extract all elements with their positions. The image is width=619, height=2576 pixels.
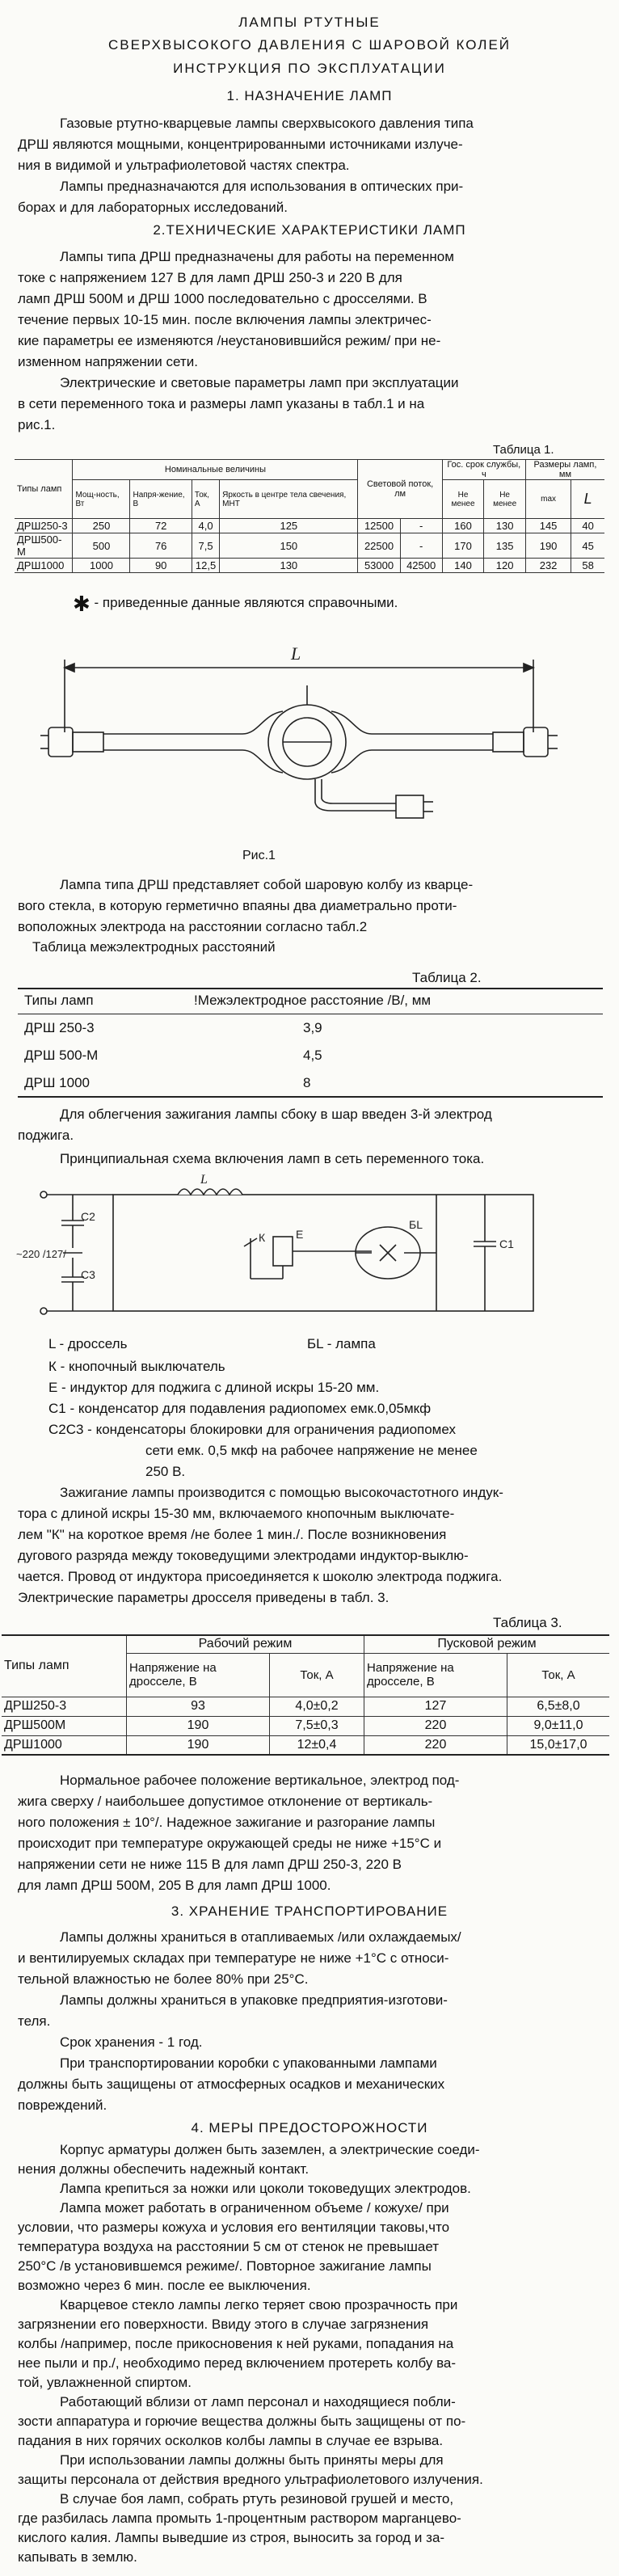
legend-c23: С2С3 - конденсаторы блокировки для ограничения радиопомех bbox=[48, 1422, 456, 1437]
ignition-line: Для облегчения зажигания лампы сбоку в шар введен 3-й электрод bbox=[60, 1107, 492, 1122]
t1-cell: ДРШ250-3 bbox=[15, 519, 73, 533]
section-4-heading: 4. МЕРЫ ПРЕДОСТОРОЖНОСТИ bbox=[191, 2120, 428, 2135]
sec3-line: повреждений. bbox=[18, 2097, 107, 2113]
sec4-line: нее пыли и пр./, необходимо перед включением протереть колбу ва- bbox=[18, 2355, 457, 2371]
legend-choke: L - дроссель bbox=[48, 1336, 128, 1351]
scheme-title: Принципиальная схема включения ламп в сеть переменного тока. bbox=[60, 1151, 485, 1166]
t1-header-voltage: Напря-жение, В bbox=[130, 480, 192, 519]
t1-cell: - bbox=[400, 533, 442, 559]
t1-cell: 7,5 bbox=[192, 533, 219, 559]
t3-header-current-2: Ток, А bbox=[507, 1653, 610, 1697]
sec1-line: Лампы предназначаются для использования в оптических при- bbox=[60, 179, 464, 194]
t1-header-max: max bbox=[525, 480, 571, 519]
reference-note bbox=[73, 592, 398, 617]
sec4-line: 250°С /в установившемся режиме/. Повторное зажигание лампы bbox=[18, 2258, 432, 2274]
t2-row-dist: 3,9 bbox=[303, 1020, 322, 1035]
title-line-1: ЛАМПЫ РТУТНЫЕ bbox=[238, 15, 381, 30]
t1-cell: 500 bbox=[73, 533, 130, 559]
sec2-line: рис.1. bbox=[18, 417, 56, 432]
sec4-line: Кварцевое стекло лампы легко теряет свою прозрачность при bbox=[60, 2297, 458, 2312]
t3-cell: 93 bbox=[127, 1697, 270, 1716]
sec4-line: капывать в землю. bbox=[18, 2549, 137, 2565]
sec4-line: падания в них горячих осколков колбы лампы в случае ее взрыва. bbox=[18, 2433, 444, 2448]
sec4-line: При использовании лампы должны быть приняты меры для bbox=[60, 2452, 444, 2468]
t3-cell: 190 bbox=[127, 1716, 270, 1735]
figure-1-label: Рис.1 bbox=[242, 849, 276, 862]
t1-header-brightness: Яркость в центре тела свечения, МНТ bbox=[220, 480, 358, 519]
legend-c1: С1 - конденсатор для подавления радиопомех емк.0,05мкф bbox=[48, 1401, 432, 1416]
desc-line: Лампа типа ДРШ представляет собой шаровую колбу из кварце- bbox=[60, 877, 474, 892]
t1-cell: 1000 bbox=[73, 559, 130, 573]
sec4-line: защиты персонала от действия вредного ультрафиолетового излучения. bbox=[18, 2472, 483, 2487]
sec2-line: ламп ДРШ 500М и ДРШ 1000 последовательно с дросселями. В bbox=[18, 291, 427, 306]
section-1-heading: 1. НАЗНАЧЕНИЕ ЛАМП bbox=[226, 88, 393, 103]
normal-line: напряжении сети не ниже 115 В для ламп ДРШ 250-3, 220 В bbox=[18, 1857, 402, 1872]
sec4-line: условии, что размеры кожуха и условия его вентиляции таковы,что bbox=[18, 2220, 450, 2235]
sec4-line: зости аппаратура и горючие вещества должны быть защищены от по- bbox=[18, 2414, 466, 2429]
table-1 bbox=[15, 459, 604, 573]
t1-cell: 12500 bbox=[358, 519, 400, 533]
t1-header-min-2: Не менее bbox=[484, 480, 526, 519]
legend-lamp: БL - лампа bbox=[307, 1336, 376, 1351]
t3-cell: ДРШ1000 bbox=[2, 1735, 127, 1755]
sec2-line: в сети переменного тока и размеры ламп указаны в табл.1 и на bbox=[18, 396, 425, 411]
t1-cell: 160 bbox=[442, 519, 484, 533]
t1-header-power: Мощ-ность, Вт bbox=[73, 480, 130, 519]
sec4-line: Корпус арматуры должен быть заземлен, а электрические соеди- bbox=[60, 2142, 480, 2157]
ignition2-line: Зажигание лампы производится с помощью высокочастотного индук- bbox=[60, 1485, 503, 1500]
sec2-line: Лампы типа ДРШ предназначены для работы на переменном bbox=[60, 249, 454, 264]
scheme-label-k: К bbox=[259, 1231, 266, 1244]
table-row bbox=[15, 519, 604, 533]
t1-cell: 140 bbox=[442, 559, 484, 573]
scheme-label-c2: С2 bbox=[81, 1210, 95, 1223]
t1-cell: 42500 bbox=[400, 559, 442, 573]
t1-cell: 22500 bbox=[358, 533, 400, 559]
t2-row-dist: 8 bbox=[303, 1075, 311, 1090]
legend-switch: К - кнопочный выключатель bbox=[48, 1359, 225, 1374]
sec4-line: где разбилась лампа промыть 1-процентным раствором марганцево- bbox=[18, 2511, 461, 2526]
sec1-line: Газовые ртутно-кварцевые лампы сверхвысокого давления типа bbox=[60, 116, 474, 131]
normal-line: жига сверху / наибольшее допустимое отклонение от вертикаль- bbox=[18, 1794, 433, 1809]
section-2-heading: 2.ТЕХНИЧЕСКИЕ ХАРАКТЕРИСТИКИ ЛАМП bbox=[153, 222, 466, 238]
sec3-line: должны быть защищены от атмосферных осадков и механических bbox=[18, 2076, 445, 2092]
t1-cell: 125 bbox=[220, 519, 358, 533]
scheme-label-l: L bbox=[200, 1174, 208, 1187]
t2-header-lamp: Типы ламп bbox=[24, 993, 94, 1008]
ignition2-line: Электрические параметры дросселя приведены в табл. 3. bbox=[18, 1590, 390, 1605]
sec2-line: изменном напряжении сети. bbox=[18, 354, 198, 369]
sec4-line: температура воздуха на расстоянии 5 см от стенок не превышает bbox=[18, 2239, 440, 2254]
sec4-line: возможно через 6 мин. после ее выключения. bbox=[18, 2278, 311, 2293]
table-row bbox=[2, 1735, 609, 1755]
sec4-line: Работающий вблизи от ламп персонал и находящиеся побли- bbox=[60, 2394, 456, 2409]
sec3-line: При транспортировании коробки с упакованными лампами bbox=[60, 2055, 437, 2071]
lamp-drawing bbox=[16, 637, 603, 847]
t3-cell: 9,0±11,0 bbox=[507, 1716, 610, 1735]
table-2-top-rule bbox=[18, 988, 603, 989]
t1-header-l: L bbox=[571, 480, 604, 519]
t1-cell: 76 bbox=[130, 533, 192, 559]
t1-cell: 72 bbox=[130, 519, 192, 533]
table-row bbox=[15, 533, 604, 559]
t2-row-lamp: ДРШ 1000 bbox=[24, 1075, 90, 1090]
sec1-line: ния в видимой и ультрафиолетовой частях спектра. bbox=[18, 158, 350, 173]
t1-cell: 232 bbox=[525, 559, 571, 573]
t1-cell: 12,5 bbox=[192, 559, 219, 573]
title-line-3: ИНСТРУКЦИЯ ПО ЭКСПЛУАТАЦИИ bbox=[173, 61, 446, 76]
t1-cell: ДРШ1000 bbox=[15, 559, 73, 573]
t2-row-lamp: ДРШ 250-3 bbox=[24, 1020, 95, 1035]
sec1-line: борах и для лабораторных исследований. bbox=[18, 200, 288, 215]
section-3-heading: 3. ХРАНЕНИЕ ТРАНСПОРТИРОВАНИЕ bbox=[171, 1904, 448, 1919]
sec4-line: той, увлажненной спиртом. bbox=[18, 2375, 192, 2390]
t1-cell: 170 bbox=[442, 533, 484, 559]
table-2-caption: Таблица 2. bbox=[412, 970, 482, 985]
sec4-line: колбы /например, после прикосновения к ней руками, попадания на bbox=[18, 2336, 454, 2351]
t1-cell: 90 bbox=[130, 559, 192, 573]
scheme-label-c3: С3 bbox=[81, 1268, 95, 1281]
table-3-caption: Таблица 3. bbox=[493, 1615, 562, 1630]
table-row bbox=[2, 1716, 609, 1735]
sec3-line: тельной влажностью не более 80% при 25°С. bbox=[18, 1971, 309, 1987]
t1-cell: 45 bbox=[571, 533, 604, 559]
sec2-line: течение первых 10-15 мин. после включения лампы электричес- bbox=[18, 312, 432, 327]
sec3-line: Лампы должны храниться в упаковке предприятия-изготови- bbox=[60, 1992, 448, 2008]
t1-cell: 250 bbox=[73, 519, 130, 533]
t3-header-voltage: Напряжение на дросселе, В bbox=[127, 1653, 270, 1697]
sec2-line: кие параметры ее изменяются /неустановившийся режим/ при не- bbox=[18, 333, 441, 348]
scheme-label-bl: БL bbox=[409, 1218, 423, 1231]
t1-cell: 58 bbox=[571, 559, 604, 573]
t3-cell: 12±0,4 bbox=[270, 1735, 364, 1755]
asterisk-icon: ✱ bbox=[73, 592, 91, 616]
scheme-label-voltage: ~220 /127/ bbox=[16, 1248, 66, 1260]
sec4-line: Лампа может работать в ограниченном объеме / кожухе/ при bbox=[60, 2200, 449, 2216]
sec4-line: кислого калия. Лампы выведшие из строя, выносить за город и за- bbox=[18, 2530, 445, 2545]
t1-header-flux: Световой поток, лм bbox=[358, 460, 442, 519]
legend-c23-cont: сети емк. 0,5 мкф на рабочее напряжение не менее bbox=[145, 1443, 478, 1458]
ignition2-line: чается. Провод от индуктора присоединяется к шоколю электрода поджига. bbox=[18, 1569, 503, 1584]
t2-header-dist: !Межэлектродное расстояние /В/, мм bbox=[194, 993, 432, 1008]
sec3-line: и вентилируемых складах при температуре не ниже +1°С с относи- bbox=[18, 1950, 449, 1966]
ignition2-line: дугового разряда между токоведущими электродами индуктор-выклю- bbox=[18, 1548, 469, 1563]
ignition2-line: лем "К" на короткое время /не более 1 мин./. После возникновения bbox=[18, 1527, 447, 1542]
scheme-label-e: Е bbox=[296, 1228, 304, 1241]
table-1-caption: Таблица 1. bbox=[493, 443, 554, 457]
legend-inductor: Е - индуктор для поджига с длиной искры 15-20 мм. bbox=[48, 1380, 380, 1395]
sec1-line: ДРШ являются мощными, концентрированными источниками излуче- bbox=[18, 137, 463, 152]
t3-header-current: Ток, А bbox=[270, 1653, 364, 1697]
t1-cell: 120 bbox=[484, 559, 526, 573]
t1-cell: 135 bbox=[484, 533, 526, 559]
t1-header-life: Гос. срок службы, ч bbox=[442, 460, 525, 480]
ignition2-line: тора с длиной искры 15-30 мм, включаемого кнопочным выключате- bbox=[18, 1506, 455, 1521]
scheme-label-c1: С1 bbox=[499, 1237, 514, 1250]
ignition-line: поджига. bbox=[18, 1128, 74, 1143]
t1-header-min: Не менее bbox=[442, 480, 484, 519]
t1-header-lamp: Типы ламп bbox=[15, 460, 73, 519]
t1-cell: 53000 bbox=[358, 559, 400, 573]
desc-line: воположных электрода на расстоянии согласно табл.2 bbox=[18, 919, 368, 934]
normal-line: для ламп ДРШ 500М, 205 В для ламп ДРШ 1000. bbox=[18, 1878, 331, 1893]
normal-line: Нормальное рабочее положение вертикальное, электрод под- bbox=[60, 1773, 460, 1788]
table-2-title: Таблица межэлектродных расстояний bbox=[32, 939, 276, 955]
table-2-bottom-rule bbox=[18, 1096, 603, 1098]
t3-cell: 127 bbox=[364, 1697, 507, 1716]
normal-line: ного положения ± 10°/. Надежное зажигание и разгорание лампы bbox=[18, 1815, 436, 1830]
t1-cell: ДРШ500-М bbox=[15, 533, 73, 559]
sec4-line: В случае боя ламп, собрать ртуть резиновой грушей и место, bbox=[60, 2491, 454, 2506]
sec4-line: Лампа крепиться за ножки или цоколи токоведущих электродов. bbox=[60, 2181, 471, 2196]
t3-header-voltage-2: Напряжение на дросселе, В bbox=[364, 1653, 507, 1697]
table-3 bbox=[2, 1634, 609, 1756]
reference-note-text: - приведенные данные являются справочными. bbox=[94, 595, 398, 610]
t1-cell: 130 bbox=[484, 519, 526, 533]
t3-cell: 220 bbox=[364, 1716, 507, 1735]
t1-cell: 145 bbox=[525, 519, 571, 533]
t3-header-start: Пусковой режим bbox=[364, 1635, 610, 1653]
t3-cell: ДРШ250-3 bbox=[2, 1697, 127, 1716]
sec3-line: Срок хранения - 1 год. bbox=[60, 2034, 203, 2050]
t2-row-dist: 4,5 bbox=[303, 1048, 322, 1063]
t3-cell: 6,5±8,0 bbox=[507, 1697, 610, 1716]
table-row bbox=[15, 559, 604, 573]
sec4-line: загрязнении его поверхности. Ввиду этого в случае загрязнения bbox=[18, 2317, 429, 2332]
sec3-line: теля. bbox=[18, 2013, 51, 2029]
t1-header-current: Ток, А bbox=[192, 480, 219, 519]
normal-line: происходит при температуре окружающей среды не ниже +15°С и bbox=[18, 1836, 442, 1851]
t1-cell: 40 bbox=[571, 519, 604, 533]
t1-cell: - bbox=[400, 519, 442, 533]
sec2-line: токе с напряжением 127 В для ламп ДРШ 250-3 и 220 В для bbox=[18, 270, 402, 285]
t1-cell: 130 bbox=[220, 559, 358, 573]
t2-row-lamp: ДРШ 500-М bbox=[24, 1048, 99, 1063]
sec3-line: Лампы должны храниться в отапливаемых /или охлаждаемых/ bbox=[60, 1929, 461, 1945]
t3-cell: 220 bbox=[364, 1735, 507, 1755]
legend-c23-cont: 250 В. bbox=[145, 1464, 186, 1479]
t3-cell: 7,5±0,3 bbox=[270, 1716, 364, 1735]
circuit-diagram bbox=[16, 1174, 582, 1332]
t1-cell: 150 bbox=[220, 533, 358, 559]
t1-cell: 4,0 bbox=[192, 519, 219, 533]
title-line-2: СВЕРХВЫСОКОГО ДАВЛЕНИЯ С ШАРОВОЙ КОЛЕЙ bbox=[107, 37, 511, 53]
t3-header-work: Рабочий режим bbox=[127, 1635, 364, 1653]
t3-cell: 15,0±17,0 bbox=[507, 1735, 610, 1755]
fig1-dim-l: L bbox=[291, 643, 301, 664]
t3-cell: 190 bbox=[127, 1735, 270, 1755]
sec4-line: нения должны обеспечить надежный контакт. bbox=[18, 2161, 310, 2177]
t3-cell: 4,0±0,2 bbox=[270, 1697, 364, 1716]
t3-cell: ДРШ500М bbox=[2, 1716, 127, 1735]
desc-line: вого стекла, в которую герметично впаяны два диаметрально проти- bbox=[18, 898, 457, 913]
table-row bbox=[2, 1697, 609, 1716]
sec2-line: Электрические и световые параметры ламп при эксплуатации bbox=[60, 375, 459, 390]
t1-header-nominal: Номинальные величины bbox=[73, 460, 358, 480]
t1-header-dims: Размеры ламп, мм bbox=[525, 460, 604, 480]
t3-header-lamp: Типы ламп bbox=[2, 1635, 127, 1697]
t1-cell: 190 bbox=[525, 533, 571, 559]
